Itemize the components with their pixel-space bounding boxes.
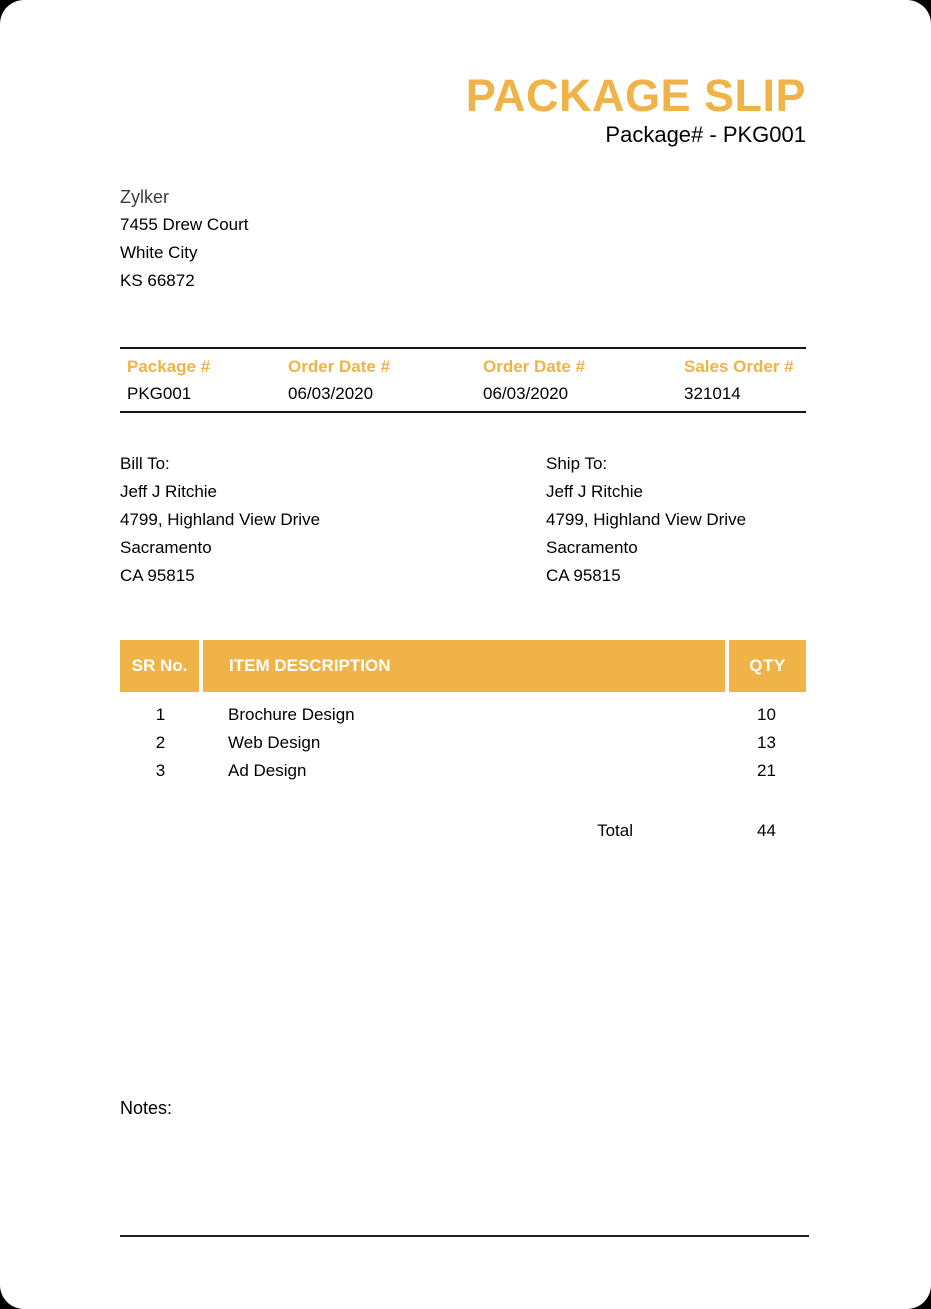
bill-to-line: Jeff J Ritchie	[120, 482, 218, 501]
total-label: Total	[597, 821, 633, 840]
table-row	[120, 729, 806, 757]
item-description-header: ITEM DESCRIPTION	[201, 640, 727, 692]
item-qty: 13	[757, 733, 776, 752]
document-content	[120, 0, 806, 1237]
table-row	[120, 757, 806, 785]
bill-to-label: Bill To:	[120, 454, 170, 473]
bill-to-line: CA 95815	[120, 566, 195, 585]
company-address-line: White City	[120, 243, 198, 262]
order-date-value: 06/03/2020	[483, 384, 569, 403]
footer-divider	[120, 1235, 809, 1237]
addresses-section	[120, 450, 806, 590]
ship-to-label: Ship To:	[546, 454, 608, 473]
bill-to-block	[120, 450, 546, 590]
total-value: 44	[757, 821, 776, 840]
package-number-value: PKG001	[127, 384, 192, 403]
sales-order-header: Sales Order #	[684, 357, 794, 376]
item-sr: 3	[155, 761, 166, 780]
company-name: Zylker	[120, 187, 169, 207]
total-spacer	[120, 817, 201, 845]
company-address-line: KS 66872	[120, 271, 195, 290]
ship-to-line: Sacramento	[546, 538, 638, 557]
document-header	[120, 72, 806, 150]
ship-to-line: 4799, Highland View Drive	[546, 510, 747, 529]
item-sr: 2	[155, 733, 166, 752]
order-info-table	[120, 347, 806, 413]
order-date-header: Order Date #	[288, 357, 391, 376]
ship-to-line: Jeff J Ritchie	[546, 482, 644, 501]
company-address-line: 7455 Drew Court	[120, 215, 249, 234]
sales-order-value: 321014	[684, 384, 741, 403]
item-description: Brochure Design	[228, 705, 355, 724]
sr-no-header: SR No.	[120, 640, 201, 692]
total-row	[120, 817, 806, 845]
order-info-value-row	[120, 380, 806, 412]
package-number-header: Package #	[127, 357, 211, 376]
ship-to-line: CA 95815	[546, 566, 621, 585]
notes-label: Notes:	[120, 1098, 173, 1118]
item-description: Ad Design	[228, 761, 307, 780]
ship-to-block	[546, 450, 806, 590]
package-number: Package# - PKG001	[605, 122, 806, 147]
order-info-header-row	[120, 348, 806, 380]
bill-to-line: Sacramento	[120, 538, 212, 557]
items-header-row	[120, 640, 806, 692]
company-address-block	[120, 183, 806, 295]
qty-header: QTY	[727, 640, 806, 692]
items-table	[120, 640, 806, 785]
item-qty: 21	[757, 761, 776, 780]
table-row	[120, 692, 806, 729]
order-date-value: 06/03/2020	[288, 384, 374, 403]
bill-to-line: 4799, Highland View Drive	[120, 510, 321, 529]
page-title: PACKAGE SLIP	[465, 70, 806, 121]
item-sr: 1	[155, 705, 166, 724]
item-description: Web Design	[228, 733, 321, 752]
item-qty: 10	[757, 705, 776, 724]
order-date-header: Order Date #	[483, 357, 586, 376]
